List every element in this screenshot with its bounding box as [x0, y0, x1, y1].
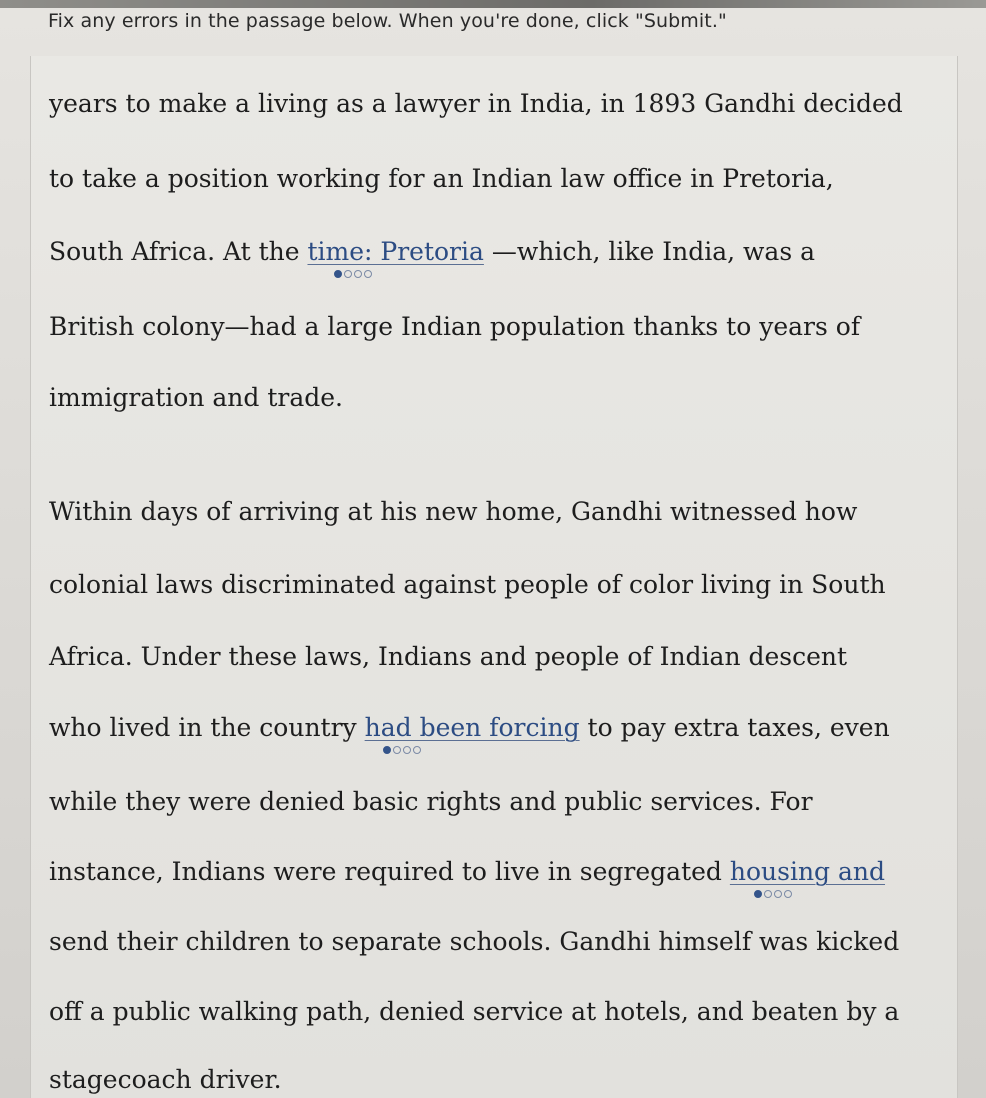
dot-empty: [774, 890, 782, 898]
passage-line: [49, 856, 885, 888]
dot-empty: [784, 890, 792, 898]
line-text: colonial laws discriminated against people of color living in South: [49, 570, 886, 599]
dot-filled: [334, 270, 342, 278]
line-text: stagecoach driver.: [49, 1065, 282, 1094]
passage-line: [49, 236, 815, 268]
passage-line: [49, 496, 857, 528]
dot-empty: [393, 746, 401, 754]
window-top-edge: [0, 0, 986, 8]
passage-line: [49, 641, 847, 673]
dot-empty: [764, 890, 772, 898]
editable-blank-2[interactable]: had been forcing: [364, 713, 580, 742]
line-text: years to make a living as a lawyer in India, in 1893 Gandhi decided: [49, 89, 903, 118]
progress-dots-2: [383, 746, 421, 754]
dot-empty: [344, 270, 352, 278]
dot-empty: [413, 746, 421, 754]
dot-empty: [403, 746, 411, 754]
editable-blank-1[interactable]: time: Pretoria: [307, 237, 484, 266]
passage-line: [49, 163, 834, 195]
progress-dots-3: [754, 890, 792, 898]
dot-empty: [354, 270, 362, 278]
passage-line: [49, 88, 903, 120]
line-text: who lived in the country: [49, 713, 365, 742]
passage-line: [49, 382, 343, 414]
line-text: to pay extra taxes, even: [579, 713, 890, 742]
passage-line: [49, 926, 899, 958]
dot-empty: [364, 270, 372, 278]
line-text: to take a position working for an Indian law office in Pretoria,: [49, 164, 834, 193]
passage-line: [49, 996, 899, 1028]
passage-line: [49, 1064, 282, 1096]
passage-line: [49, 786, 813, 818]
line-text: South Africa. At the: [49, 237, 308, 266]
line-text: instance, Indians were required to live in segregated: [49, 857, 730, 886]
line-text: Africa. Under these laws, Indians and people of Indian descent: [49, 642, 848, 671]
passage-panel: [30, 56, 958, 1098]
line-text: off a public walking path, denied service at hotels, and beaten by a: [49, 997, 900, 1026]
passage-line: [49, 712, 890, 744]
progress-dots-1: [334, 270, 372, 278]
passage-line: [49, 311, 860, 343]
instructions-text: Fix any errors in the passage below. When you're done, click "Submit.": [48, 10, 727, 32]
line-text: British colony—had a large Indian population thanks to years of: [49, 312, 861, 341]
line-text: immigration and trade.: [49, 383, 344, 412]
line-text: send their children to separate schools. Gandhi himself was kicked: [49, 927, 900, 956]
line-text: —which, like India, was a: [483, 237, 816, 266]
dot-filled: [383, 746, 391, 754]
passage-line: [49, 569, 886, 601]
line-text: Within days of arriving at his new home, Gandhi witnessed how: [49, 497, 858, 526]
dot-filled: [754, 890, 762, 898]
line-text: while they were denied basic rights and public services. For: [49, 787, 813, 816]
editable-blank-3[interactable]: housing and: [729, 857, 886, 886]
